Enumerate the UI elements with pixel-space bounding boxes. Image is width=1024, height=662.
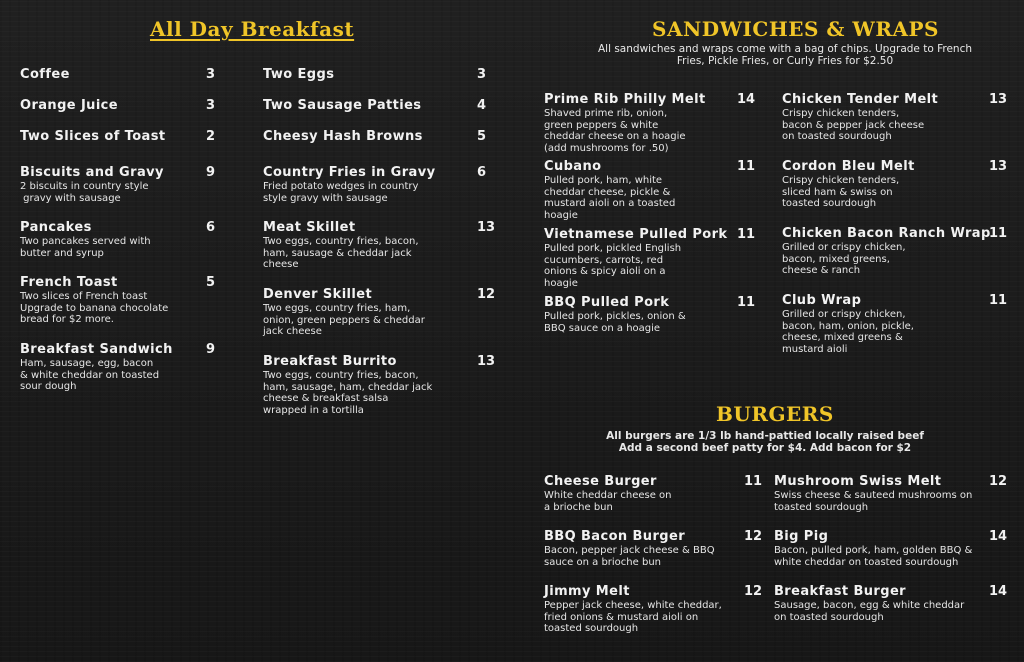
breakfast-title: All Day Breakfast — [150, 17, 355, 41]
item-price: 9 — [206, 165, 216, 180]
burgers-menu-item — [544, 529, 763, 568]
breakfast-menu-item — [20, 129, 216, 144]
breakfast-menu-item — [20, 98, 216, 113]
item-price: 14 — [737, 92, 756, 107]
item-description: Shaved prime rib, onion, green peppers & white cheddar cheese on a hoagie (add mushrooms for .50) — [544, 108, 686, 154]
breakfast-menu-item — [263, 129, 487, 144]
sandwiches-menu-item — [782, 226, 1008, 277]
item-description: Bacon, pepper jack cheese & BBQ sauce on a brioche bun — [544, 545, 715, 568]
item-price: 3 — [477, 67, 487, 82]
item-description: Crispy chicken tenders, bacon & pepper jack cheese on toasted sourdough — [782, 108, 925, 142]
item-description: Pulled pork, pickled English cucumbers, carrots, red onions & spicy aioli on a hoagie — [544, 243, 682, 289]
item-price: 5 — [477, 129, 487, 144]
item-name: Club Wrap — [782, 293, 862, 308]
breakfast-menu-item — [263, 220, 496, 271]
item-price: 12 — [744, 584, 763, 599]
item-name: Cordon Bleu Melt — [782, 159, 915, 174]
item-name: BBQ Pulled Pork — [544, 295, 670, 310]
sandwiches-menu-item — [544, 295, 756, 334]
item-name: Breakfast Burrito — [263, 354, 397, 369]
sandwiches-menu-item — [782, 92, 1008, 143]
burgers-menu-item — [544, 584, 763, 635]
item-price: 12 — [744, 529, 763, 544]
burgers-subtitle: All burgers are 1/3 lb hand-pattied locally raised beef Add a second beef patty for $4. Add bacon for $2 — [606, 430, 924, 454]
item-name: BBQ Bacon Burger — [544, 529, 686, 544]
breakfast-menu-item — [20, 67, 216, 82]
item-price: 6 — [206, 220, 216, 235]
breakfast-menu-item — [20, 342, 216, 393]
sandwiches-menu-item — [544, 227, 756, 289]
item-description: Sausage, bacon, egg & white cheddar on toasted sourdough — [774, 600, 965, 623]
item-name: Denver Skillet — [263, 287, 373, 302]
sandwiches-menu-item — [544, 159, 756, 221]
burgers-title: BURGERS — [716, 402, 834, 426]
sandwiches-subtitle: All sandwiches and wraps come with a bag of chips. Upgrade to French Fries, Pickle Fries, or Curly Fries for $2.50 — [597, 43, 973, 67]
item-price: 9 — [206, 342, 216, 357]
burgers-menu-item — [774, 474, 1008, 513]
item-description: Pulled pork, ham, white cheddar cheese, pickle & mustard aioli on a toasted hoagie — [544, 175, 676, 221]
item-name: Jimmy Melt — [544, 584, 630, 599]
item-name: Breakfast Burger — [774, 584, 906, 599]
breakfast-menu-item — [20, 275, 216, 326]
breakfast-menu-item — [263, 98, 487, 113]
sandwiches-menu-item — [782, 159, 1008, 210]
item-description: Two pancakes served with butter and syrup — [20, 236, 151, 259]
item-name: Meat Skillet — [263, 220, 356, 235]
item-description: Two eggs, country fries, bacon, ham, sausage, ham, cheddar jack cheese & breakfast salsa wrapped in a tortilla — [263, 370, 433, 416]
item-price: 11 — [989, 226, 1008, 241]
item-description: Pepper jack cheese, white cheddar, fried onions & mustard aioli on toasted sourdough — [544, 600, 722, 634]
breakfast-menu-item — [263, 165, 487, 204]
item-description: Grilled or crispy chicken, bacon, mixed greens, cheese & ranch — [782, 242, 906, 276]
item-name: Pancakes — [20, 220, 92, 235]
item-price: 13 — [989, 159, 1008, 174]
item-description: Grilled or crispy chicken, bacon, ham, onion, pickle, cheese, mixed greens & mustard aioli — [782, 309, 914, 355]
item-description: Two eggs, country fries, bacon, ham, sausage & cheddar jack cheese — [263, 236, 419, 270]
item-name: Vietnamese Pulled Pork — [544, 227, 728, 242]
item-name: Cheesy Hash Browns — [263, 129, 423, 144]
item-name: Prime Rib Philly Melt — [544, 92, 706, 107]
item-price: 6 — [477, 165, 487, 180]
item-price: 2 — [206, 129, 216, 144]
item-price: 11 — [737, 295, 756, 310]
item-name: French Toast — [20, 275, 118, 290]
item-price: 13 — [477, 354, 496, 369]
item-description: Crispy chicken tenders, sliced ham & swiss on toasted sourdough — [782, 175, 900, 209]
sandwiches-menu-item — [544, 92, 756, 154]
burgers-menu-item — [774, 584, 1008, 623]
item-description: Pulled pork, pickles, onion & BBQ sauce on a hoagie — [544, 311, 686, 334]
breakfast-menu-item — [20, 165, 216, 204]
item-description: Two slices of French toast Upgrade to banana chocolate bread for $2 more. — [20, 291, 169, 325]
sandwiches-menu-item — [782, 293, 1008, 355]
item-price: 13 — [989, 92, 1008, 107]
breakfast-menu-item — [263, 67, 487, 82]
item-name: Chicken Tender Melt — [782, 92, 939, 107]
item-price: 4 — [477, 98, 487, 113]
item-price: 3 — [206, 98, 216, 113]
item-description: Ham, sausage, egg, bacon & white cheddar on toasted sour dough — [20, 358, 160, 392]
item-name: Cheese Burger — [544, 474, 657, 489]
burgers-menu-item — [774, 529, 1008, 568]
item-price: 11 — [989, 293, 1008, 308]
item-price: 11 — [737, 159, 756, 174]
item-price: 14 — [989, 584, 1008, 599]
breakfast-menu-item — [263, 354, 496, 416]
item-name: Country Fries in Gravy — [263, 165, 436, 180]
item-name: Mushroom Swiss Melt — [774, 474, 942, 489]
item-description: Two eggs, country fries, ham, onion, green peppers & cheddar jack cheese — [263, 303, 425, 337]
item-name: Orange Juice — [20, 98, 119, 113]
item-price: 3 — [206, 67, 216, 82]
item-description: 2 biscuits in country style gravy with sausage — [20, 181, 149, 204]
item-price: 12 — [477, 287, 496, 302]
item-name: Two Slices of Toast — [20, 129, 166, 144]
item-name: Two Eggs — [263, 67, 335, 82]
item-name: Chicken Bacon Ranch Wrap — [782, 226, 991, 241]
breakfast-menu-item — [263, 287, 496, 338]
item-price: 5 — [206, 275, 216, 290]
item-name: Biscuits and Gravy — [20, 165, 164, 180]
burgers-menu-item — [544, 474, 763, 513]
breakfast-menu-item — [20, 220, 216, 259]
item-name: Two Sausage Patties — [263, 98, 422, 113]
item-description: Bacon, pulled pork, ham, golden BBQ & white cheddar on toasted sourdough — [774, 545, 973, 568]
item-description: Fried potato wedges in country style gravy with sausage — [263, 181, 419, 204]
item-description: Swiss cheese & sauteed mushrooms on toasted sourdough — [774, 490, 973, 513]
item-price: 13 — [477, 220, 496, 235]
item-price: 14 — [989, 529, 1008, 544]
item-price: 11 — [744, 474, 763, 489]
item-description: White cheddar cheese on a brioche bun — [544, 490, 672, 513]
item-name: Big Pig — [774, 529, 829, 544]
item-name: Breakfast Sandwich — [20, 342, 173, 357]
sandwiches-title: SANDWICHES & WRAPS — [652, 17, 939, 41]
item-price: 11 — [737, 227, 756, 242]
item-name: Cubano — [544, 159, 602, 174]
item-price: 12 — [989, 474, 1008, 489]
item-name: Coffee — [20, 67, 70, 82]
